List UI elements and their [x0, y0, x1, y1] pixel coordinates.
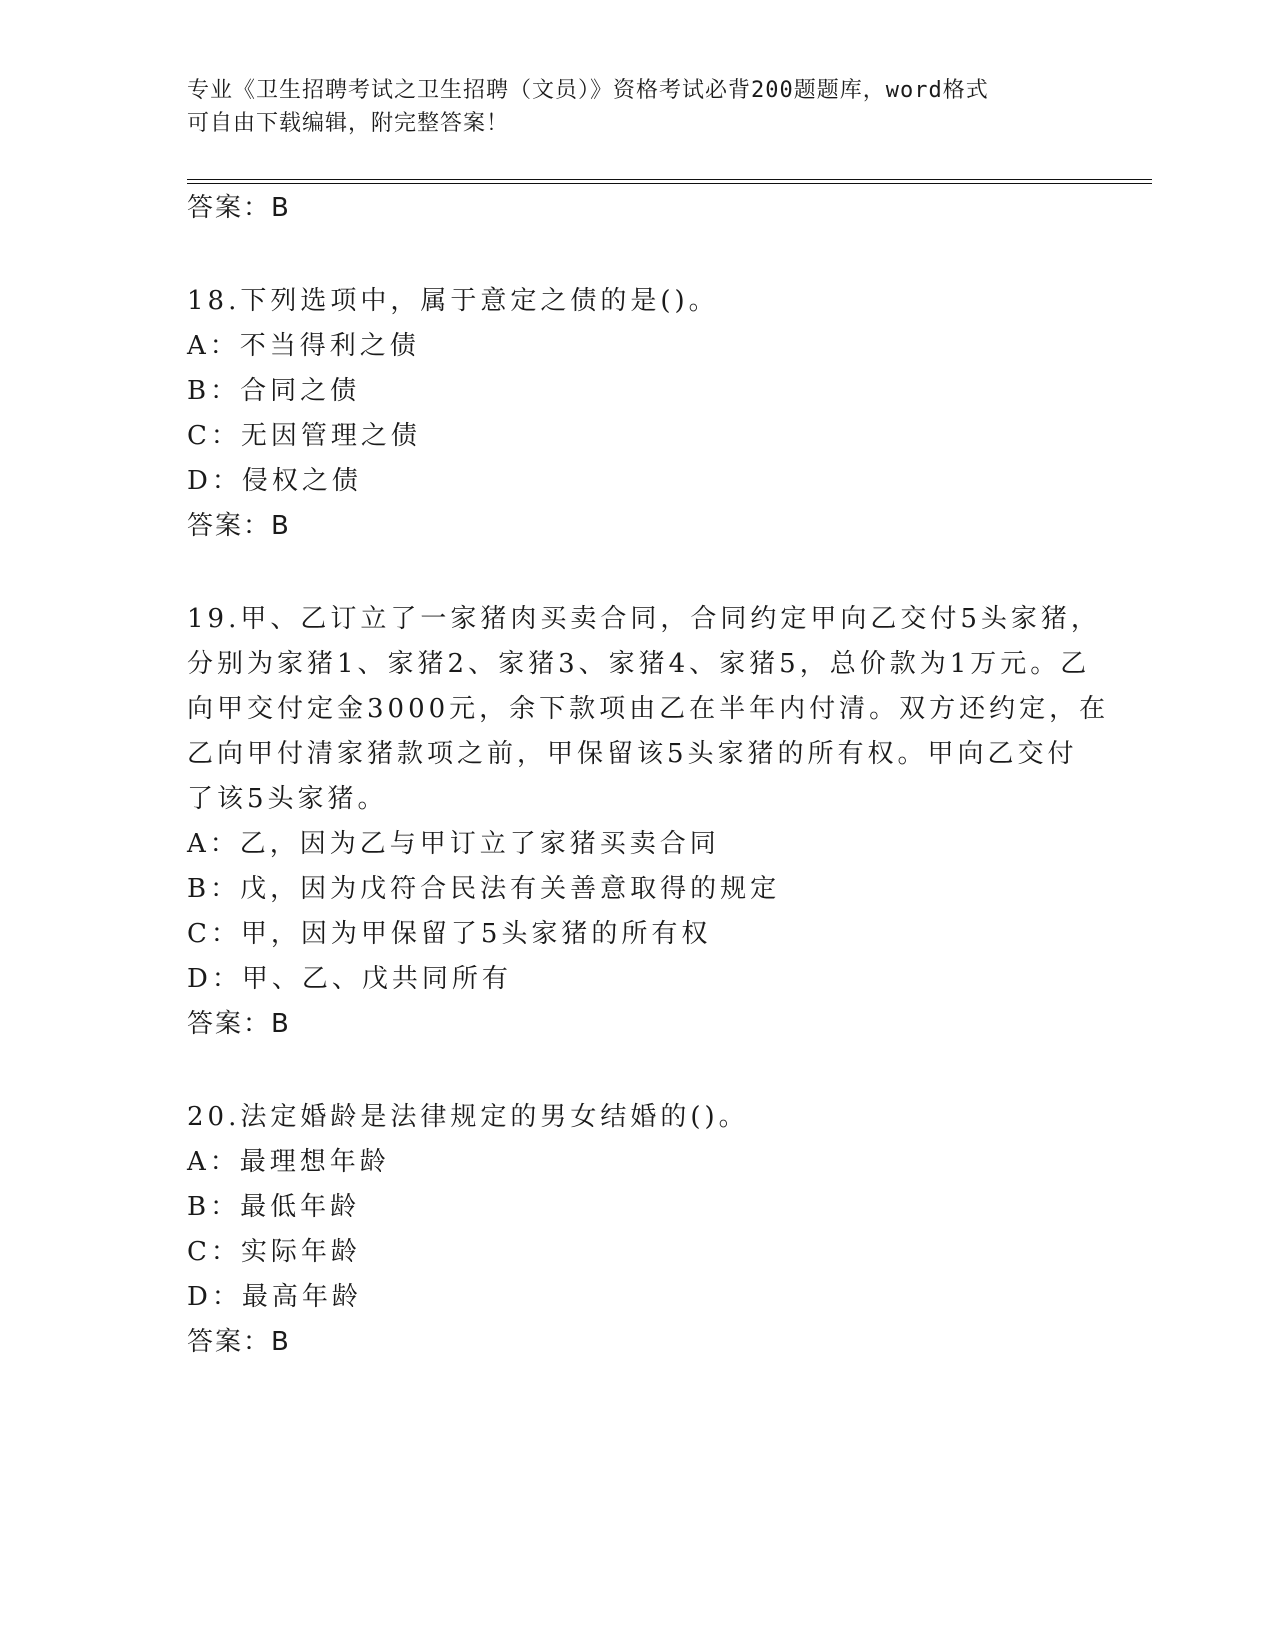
answer-line: 答案：B: [187, 511, 291, 541]
answer-line: 答案：B: [187, 1009, 291, 1039]
option-c: C：无因管理之债: [187, 421, 421, 451]
question-stem: [187, 279, 1087, 324]
option-d: D：甲、乙、戊共同所有: [187, 964, 512, 994]
question-block: [187, 1095, 1087, 1365]
stem-line: 20.法定婚龄是法律规定的男女结婚的()。: [187, 1102, 749, 1132]
header-line-2: 可自由下载编辑，附完整答案！: [187, 111, 510, 136]
question-list: [187, 186, 1110, 1365]
question-block: [187, 279, 1087, 549]
option-b: B：最低年龄: [187, 1192, 361, 1222]
option-b: B：合同之债: [187, 376, 361, 406]
answer-line: 答案：B: [187, 193, 291, 223]
question-block: [187, 597, 1110, 1047]
stem-line: 向甲交付定金3000元，余下款项由乙在半年内付清。双方还约定，在: [187, 694, 1110, 724]
option-d: D：最高年龄: [187, 1282, 362, 1312]
header-rule-bottom: [187, 183, 1152, 184]
stem-line: 了该5头家猪。: [187, 784, 388, 814]
question-stem: [187, 597, 1110, 822]
option-a: A：乙，因为乙与甲订立了家猪买卖合同: [187, 829, 720, 859]
stem-line: 乙向甲付清家猪款项之前，甲保留该5头家猪的所有权。甲向乙交付: [187, 739, 1078, 769]
stem-line: 19.甲、乙订立了一家猪肉买卖合同，合同约定甲向乙交付5头家猪，: [187, 604, 1101, 634]
option-d: D：侵权之债: [187, 466, 362, 496]
answer-line: 答案：B: [187, 1327, 291, 1357]
option-c: C：甲，因为甲保留了5头家猪的所有权: [187, 919, 712, 949]
option-a: A：最理想年龄: [187, 1147, 390, 1177]
spacer: [187, 549, 1087, 597]
header-rule-top: [187, 179, 1152, 180]
option-b: B：戊，因为戊符合民法有关善意取得的规定: [187, 874, 781, 904]
option-c: C：实际年龄: [187, 1237, 361, 1267]
document-header: [187, 74, 1067, 140]
spacer: [187, 231, 1087, 279]
header-line-1: 专业《卫生招聘考试之卫生招聘（文员）》资格考试必背200题题库，word格式: [187, 78, 989, 103]
question-stem: [187, 1095, 1087, 1140]
option-a: A：不当得利之债: [187, 331, 420, 361]
spacer: [187, 1047, 1087, 1095]
stem-line: 分别为家猪1、家猪2、家猪3、家猪4、家猪5，总价款为1万元。乙: [187, 649, 1091, 679]
stem-line: 18.下列选项中，属于意定之债的是()。: [187, 286, 719, 316]
